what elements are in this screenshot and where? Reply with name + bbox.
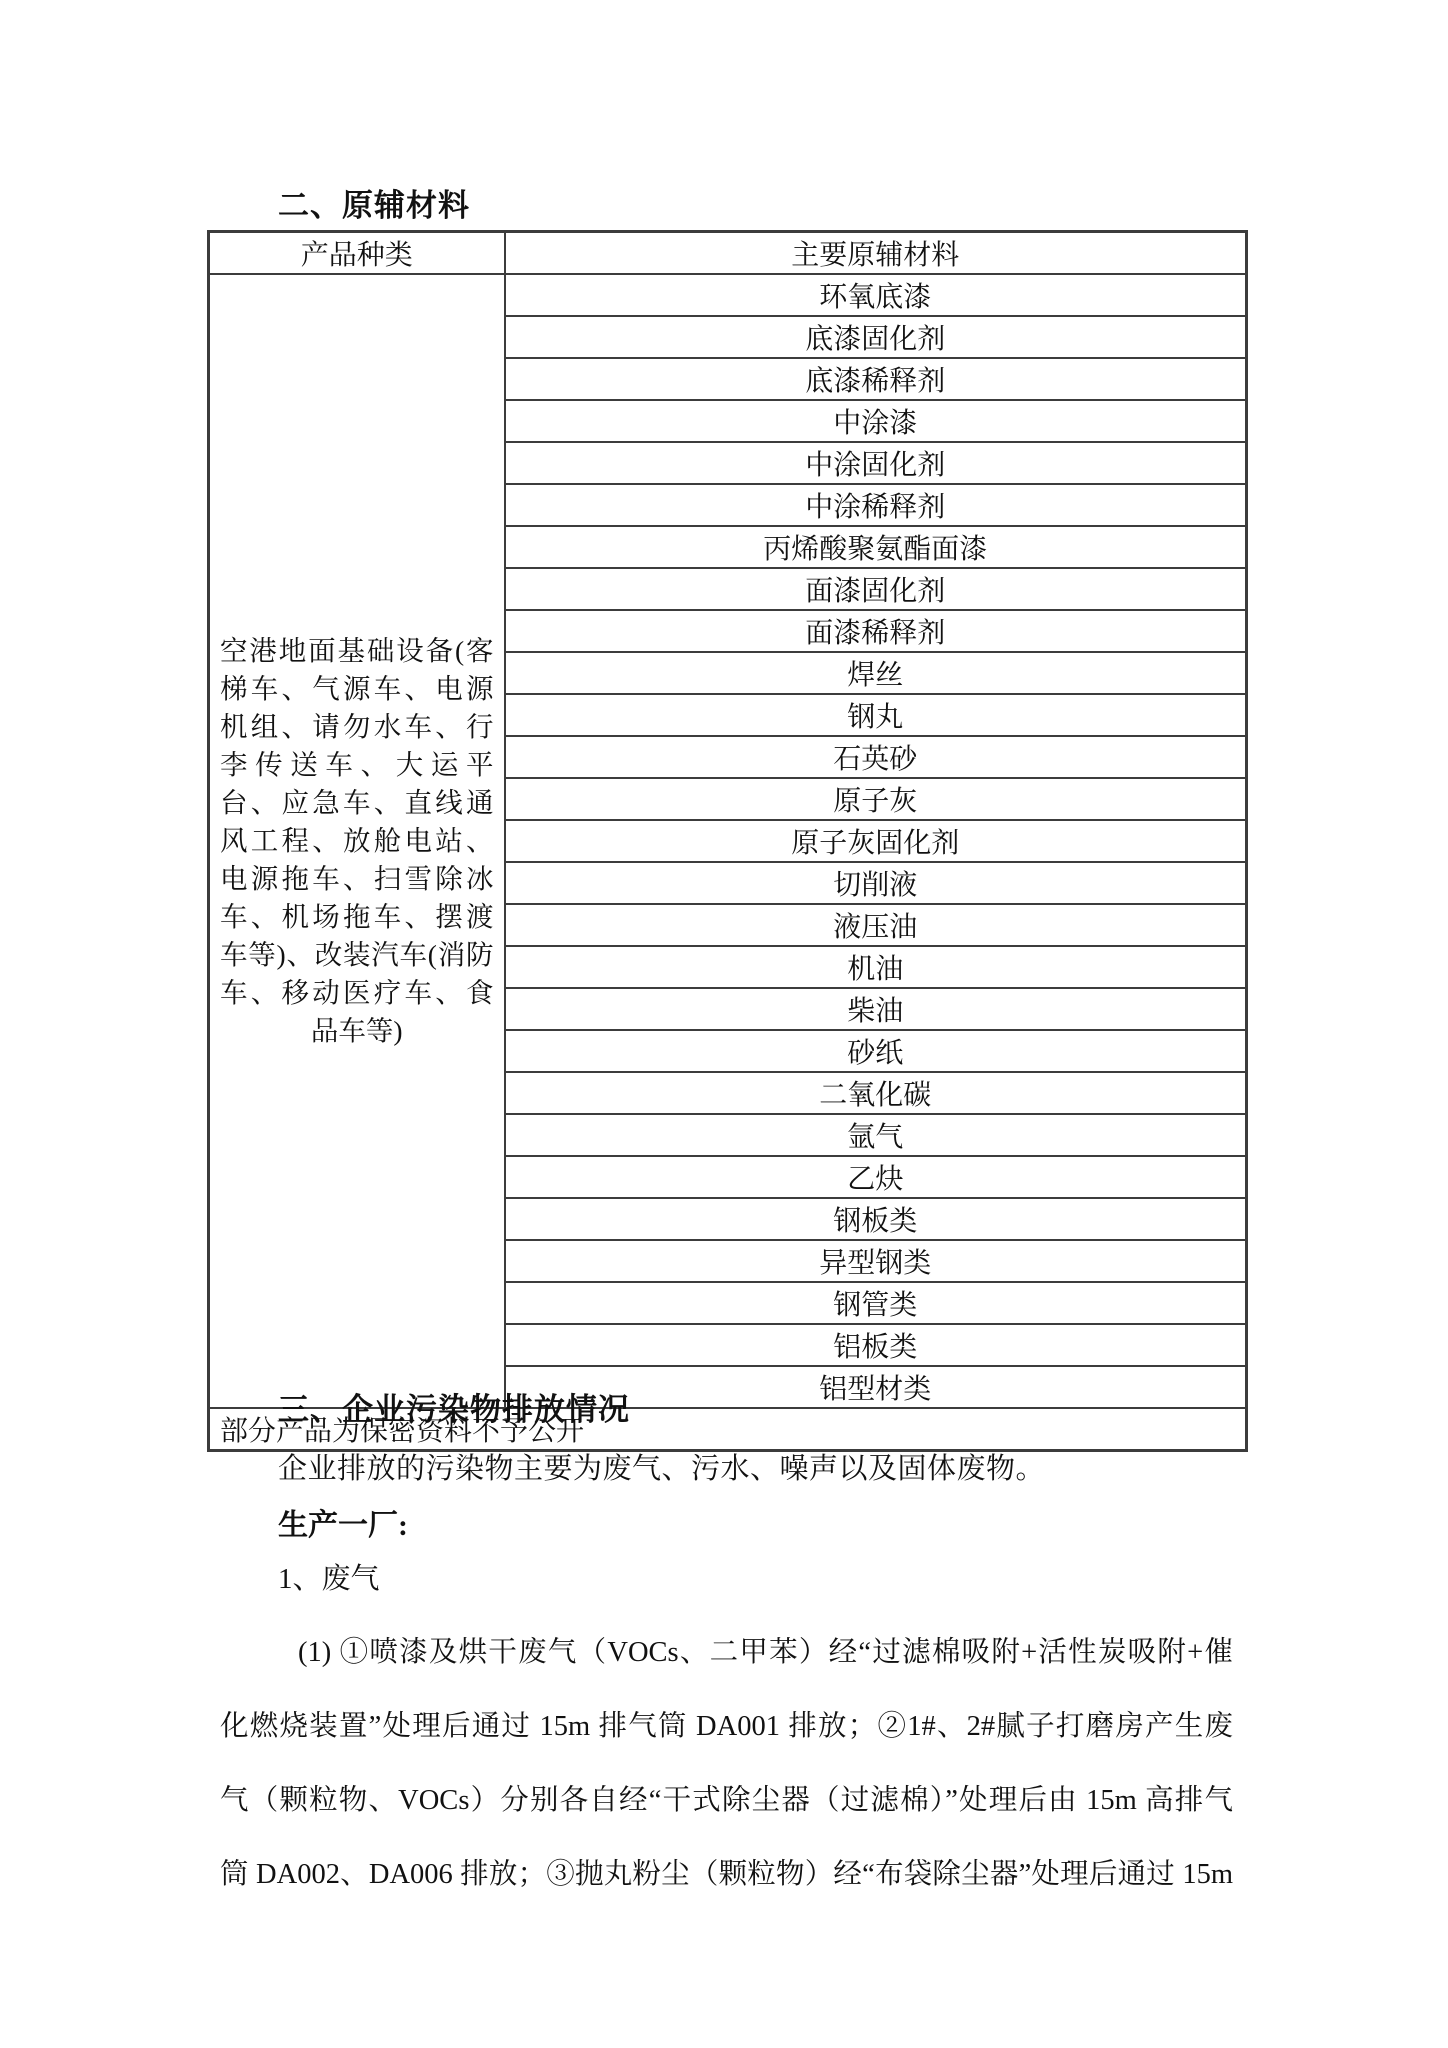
paragraph-waste-gas xyxy=(220,1616,1233,1912)
material-cell: 底漆稀释剂 xyxy=(505,358,1247,400)
material-cell: 面漆稀释剂 xyxy=(505,610,1247,652)
section3-heading: 三、企业污染物排放情况 xyxy=(278,1392,630,1427)
material-cell: 液压油 xyxy=(505,904,1247,946)
material-cell: 原子灰 xyxy=(505,778,1247,820)
material-cell: 柴油 xyxy=(505,988,1247,1030)
material-cell: 丙烯酸聚氨酯面漆 xyxy=(505,526,1247,568)
paragraph-line: 筒 DA002、DA006 排放；③抛丸粉尘（颗粒物）经“布袋除尘器”处理后通过 15m xyxy=(220,1859,1233,1890)
col-header-product-category: 产品种类 xyxy=(209,232,505,275)
material-cell: 原子灰固化剂 xyxy=(505,820,1247,862)
material-cell: 中涂漆 xyxy=(505,400,1247,442)
product-category-cell xyxy=(209,274,505,1408)
confidential-note: 部分产品为保密资料不予公开 xyxy=(209,1408,1247,1451)
paragraph-line: (1) ①喷漆及烘干废气（VOCs、二甲苯）经“过滤棉吸附+活性炭吸附+催 xyxy=(298,1637,1233,1668)
plant1-label: 生产一厂: xyxy=(278,1509,408,1542)
material-cell: 中涂固化剂 xyxy=(505,442,1247,484)
material-cell: 环氧底漆 xyxy=(505,274,1247,316)
material-cell: 机油 xyxy=(505,946,1247,988)
material-cell: 中涂稀释剂 xyxy=(505,484,1247,526)
material-cell: 钢板类 xyxy=(505,1198,1247,1240)
material-cell: 底漆固化剂 xyxy=(505,316,1247,358)
section3-intro-text: 企业排放的污染物主要为废气、污水、噪声以及固体废物。 xyxy=(278,1453,1046,1485)
material-cell: 钢丸 xyxy=(505,694,1247,736)
material-cell: 面漆固化剂 xyxy=(505,568,1247,610)
paragraph-line: 化燃烧装置”处理后通过 15m 排气筒 DA001 排放；②1#、2#腻子打磨房产生废 xyxy=(220,1711,1233,1742)
material-cell: 乙炔 xyxy=(505,1156,1247,1198)
section2-heading: 二、原辅材料 xyxy=(278,188,470,223)
subsection1-label: 1、废气 xyxy=(278,1563,380,1595)
material-cell: 氩气 xyxy=(505,1114,1247,1156)
material-cell: 异型钢类 xyxy=(505,1240,1247,1282)
material-row xyxy=(209,274,1247,316)
material-cell: 切削液 xyxy=(505,862,1247,904)
material-cell: 铝板类 xyxy=(505,1324,1247,1366)
paragraph-line: 气（颗粒物、VOCs）分别各自经“干式除尘器（过滤棉）”处理后由 15m 高排气 xyxy=(220,1785,1233,1816)
material-cell: 铝型材类 xyxy=(505,1366,1247,1408)
material-cell: 石英砂 xyxy=(505,736,1247,778)
material-cell: 焊丝 xyxy=(505,652,1247,694)
material-cell: 砂纸 xyxy=(505,1030,1247,1072)
material-cell: 钢管类 xyxy=(505,1282,1247,1324)
product-category-text: 空港地面基础设备(客梯车、气源车、电源机组、请勿水车、行李传送车、大运平台、应急车、直线通风工程、放舱电站、电源拖车、扫雪除冰车、机场拖车、摆渡车等)、改装汽车(消防车、移动医疗车、食品车等) xyxy=(220,635,494,1046)
table-header-row xyxy=(209,232,1247,275)
col-header-main-materials: 主要原辅材料 xyxy=(505,232,1247,275)
material-cell: 二氧化碳 xyxy=(505,1072,1247,1114)
materials-table xyxy=(207,230,1248,1452)
